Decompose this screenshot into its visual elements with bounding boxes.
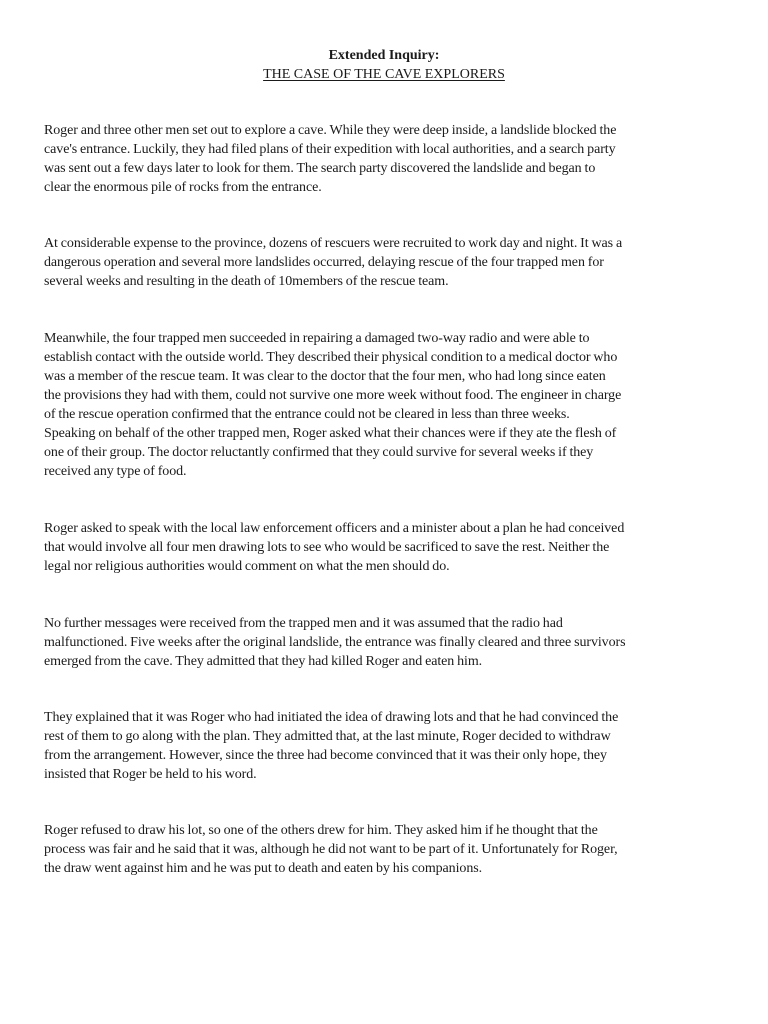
document-heading: Extended Inquiry: xyxy=(328,48,440,63)
paragraph-line: process was fair and he said that it was, although he did not want to be part of it. Unfortunately for Roger, xyxy=(44,842,618,857)
paragraph-line: that would involve all four men drawing lots to see who would be sacrificed to save the rest. Neither the xyxy=(44,540,610,555)
paragraph-line: cave's entrance. Luckily, they had filed plans of their expedition with local authorities, and a search party xyxy=(44,142,616,157)
paragraph-line: legal nor religious authorities would comment on what the men should do. xyxy=(44,559,450,574)
paragraph-1 xyxy=(44,121,724,197)
paragraph-line: Roger asked to speak with the local law enforcement officers and a minister about a plan he had conceived xyxy=(44,521,625,536)
paragraph-line: malfunctioned. Five weeks after the original landslide, the entrance was finally cleared and three survivors xyxy=(44,635,626,650)
paragraph-line: from the arrangement. However, since the three had become convinced that it was their only hope, they xyxy=(44,748,607,763)
paragraph-4 xyxy=(44,519,724,576)
paragraph-line: They explained that it was Roger who had initiated the idea of drawing lots and that he had convinced the xyxy=(44,710,619,725)
paragraph-2 xyxy=(44,234,724,291)
paragraph-line: emerged from the cave. They admitted that they had killed Roger and eaten him. xyxy=(44,654,483,669)
paragraph-line: Meanwhile, the four trapped men succeeded in repairing a damaged two-way radio and were able to xyxy=(44,331,590,346)
paragraph-line: the provisions they had with them, could not survive one more week without food. The engineer in charge xyxy=(44,388,622,403)
paragraph-line: insisted that Roger be held to his word. xyxy=(44,767,257,782)
paragraph-line: received any type of food. xyxy=(44,464,187,479)
paragraph-line: the draw went against him and he was put to death and eaten by his companions. xyxy=(44,861,483,876)
paragraph-7 xyxy=(44,821,724,878)
paragraph-line: Roger and three other men set out to explore a cave. While they were deep inside, a landslide blocked the xyxy=(44,123,617,138)
paragraph-line: At considerable expense to the province, dozens of rescuers were recruited to work day and night. It was a xyxy=(44,236,623,251)
paragraph-line: establish contact with the outside world. They described their physical condition to a medical doctor who xyxy=(44,350,618,365)
paragraph-line: Roger refused to draw his lot, so one of the others drew for him. They asked him if he thought that the xyxy=(44,823,598,838)
paragraph-3 xyxy=(44,329,724,481)
paragraph-line: several weeks and resulting in the death of 10members of the rescue team. xyxy=(44,274,449,289)
paragraph-line: No further messages were received from the trapped men and it was assumed that the radio had xyxy=(44,616,563,631)
paragraph-line: was a member of the rescue team. It was clear to the doctor that the four men, who had long since eaten xyxy=(44,369,606,384)
paragraph-line: one of their group. The doctor reluctantly confirmed that they could survive for several weeks if they xyxy=(44,445,594,460)
paragraph-5 xyxy=(44,614,724,671)
paragraph-line: clear the enormous pile of rocks from the entrance. xyxy=(44,180,322,195)
paragraph-line: of the rescue operation confirmed that the entrance could not be cleared in less than three weeks. xyxy=(44,407,570,422)
paragraph-line: was sent out a few days later to look for them. The search party discovered the landslide and began to xyxy=(44,161,596,176)
paragraph-line: rest of them to go along with the plan. They admitted that, at the last minute, Roger decided to withdraw xyxy=(44,729,611,744)
paragraph-line: Speaking on behalf of the other trapped men, Roger asked what their chances were if they ate the flesh of xyxy=(44,426,617,441)
paragraph-6 xyxy=(44,708,724,784)
paragraph-line: dangerous operation and several more landslides occurred, delaying rescue of the four trapped men for xyxy=(44,255,604,270)
document-title: THE CASE OF THE CAVE EXPLORERS xyxy=(263,67,505,82)
